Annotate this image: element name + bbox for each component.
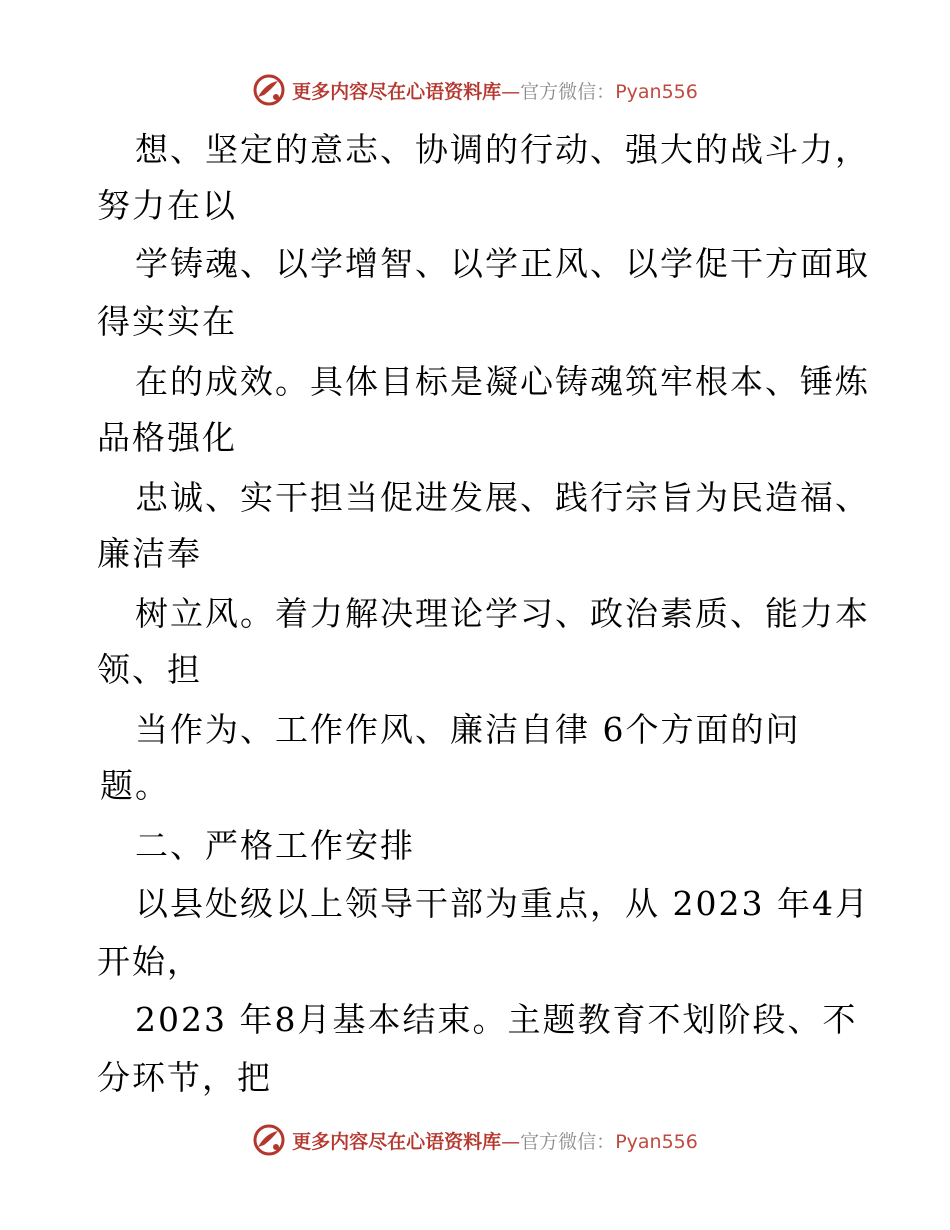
text-line: 领、担 — [97, 650, 202, 689]
text-line: 当作为、工作作风、廉洁自律 6个方面的问 — [135, 710, 801, 749]
banner-wechat-label: 官方微信： — [520, 1130, 616, 1153]
text-line: 忠诚、实干担当促进发展、践行宗旨为民造福、 — [135, 478, 870, 517]
text-line: 学铸魂、以学增智、以学正风、以学促干方面取 — [135, 244, 870, 283]
text-line: 分环节，把 — [97, 1058, 272, 1097]
pen-logo-icon — [252, 73, 286, 107]
header-banner — [0, 72, 950, 108]
text-line: 得实实在 — [97, 302, 237, 341]
banner-wechat-label: 官方微信： — [520, 80, 616, 103]
text-line: 廉洁奉 — [97, 534, 202, 573]
footer-banner — [0, 1122, 950, 1158]
text-line: 树立风。着力解决理论学习、政治素质、能力本 — [135, 594, 870, 633]
text-line: 2023 年8月基本结束。主题教育不划阶段、不 — [135, 1000, 858, 1039]
text-line: 题。 — [100, 766, 170, 805]
text-line: 想、坚定的意志、协调的行动、强大的战斗力， — [135, 130, 870, 169]
text-line: 在的成效。具体目标是凝心铸魂筑牢根本、锤炼 — [135, 362, 870, 401]
header-banner-inner — [252, 73, 698, 107]
banner-dash: — — [501, 80, 521, 103]
text-line: 品格强化 — [97, 418, 237, 457]
text-line: 以县处级以上领导干部为重点，从 2023 年4月 — [135, 884, 870, 923]
banner-site-name: 更多内容尽在心语资料库 — [292, 1130, 502, 1153]
section-heading: 二、严格工作安排 — [135, 826, 415, 865]
text-line: 努力在以 — [97, 186, 237, 225]
banner-site-name: 更多内容尽在心语资料库 — [292, 80, 502, 103]
banner-wechat-id: Pyan556 — [615, 1130, 698, 1153]
banner-dash: — — [501, 1130, 521, 1153]
footer-banner-inner — [252, 1123, 698, 1157]
pen-logo-icon — [252, 1123, 286, 1157]
banner-text — [292, 77, 698, 104]
banner-wechat-id: Pyan556 — [615, 80, 698, 103]
text-line: 开始， — [97, 942, 202, 981]
banner-text — [292, 1127, 698, 1154]
